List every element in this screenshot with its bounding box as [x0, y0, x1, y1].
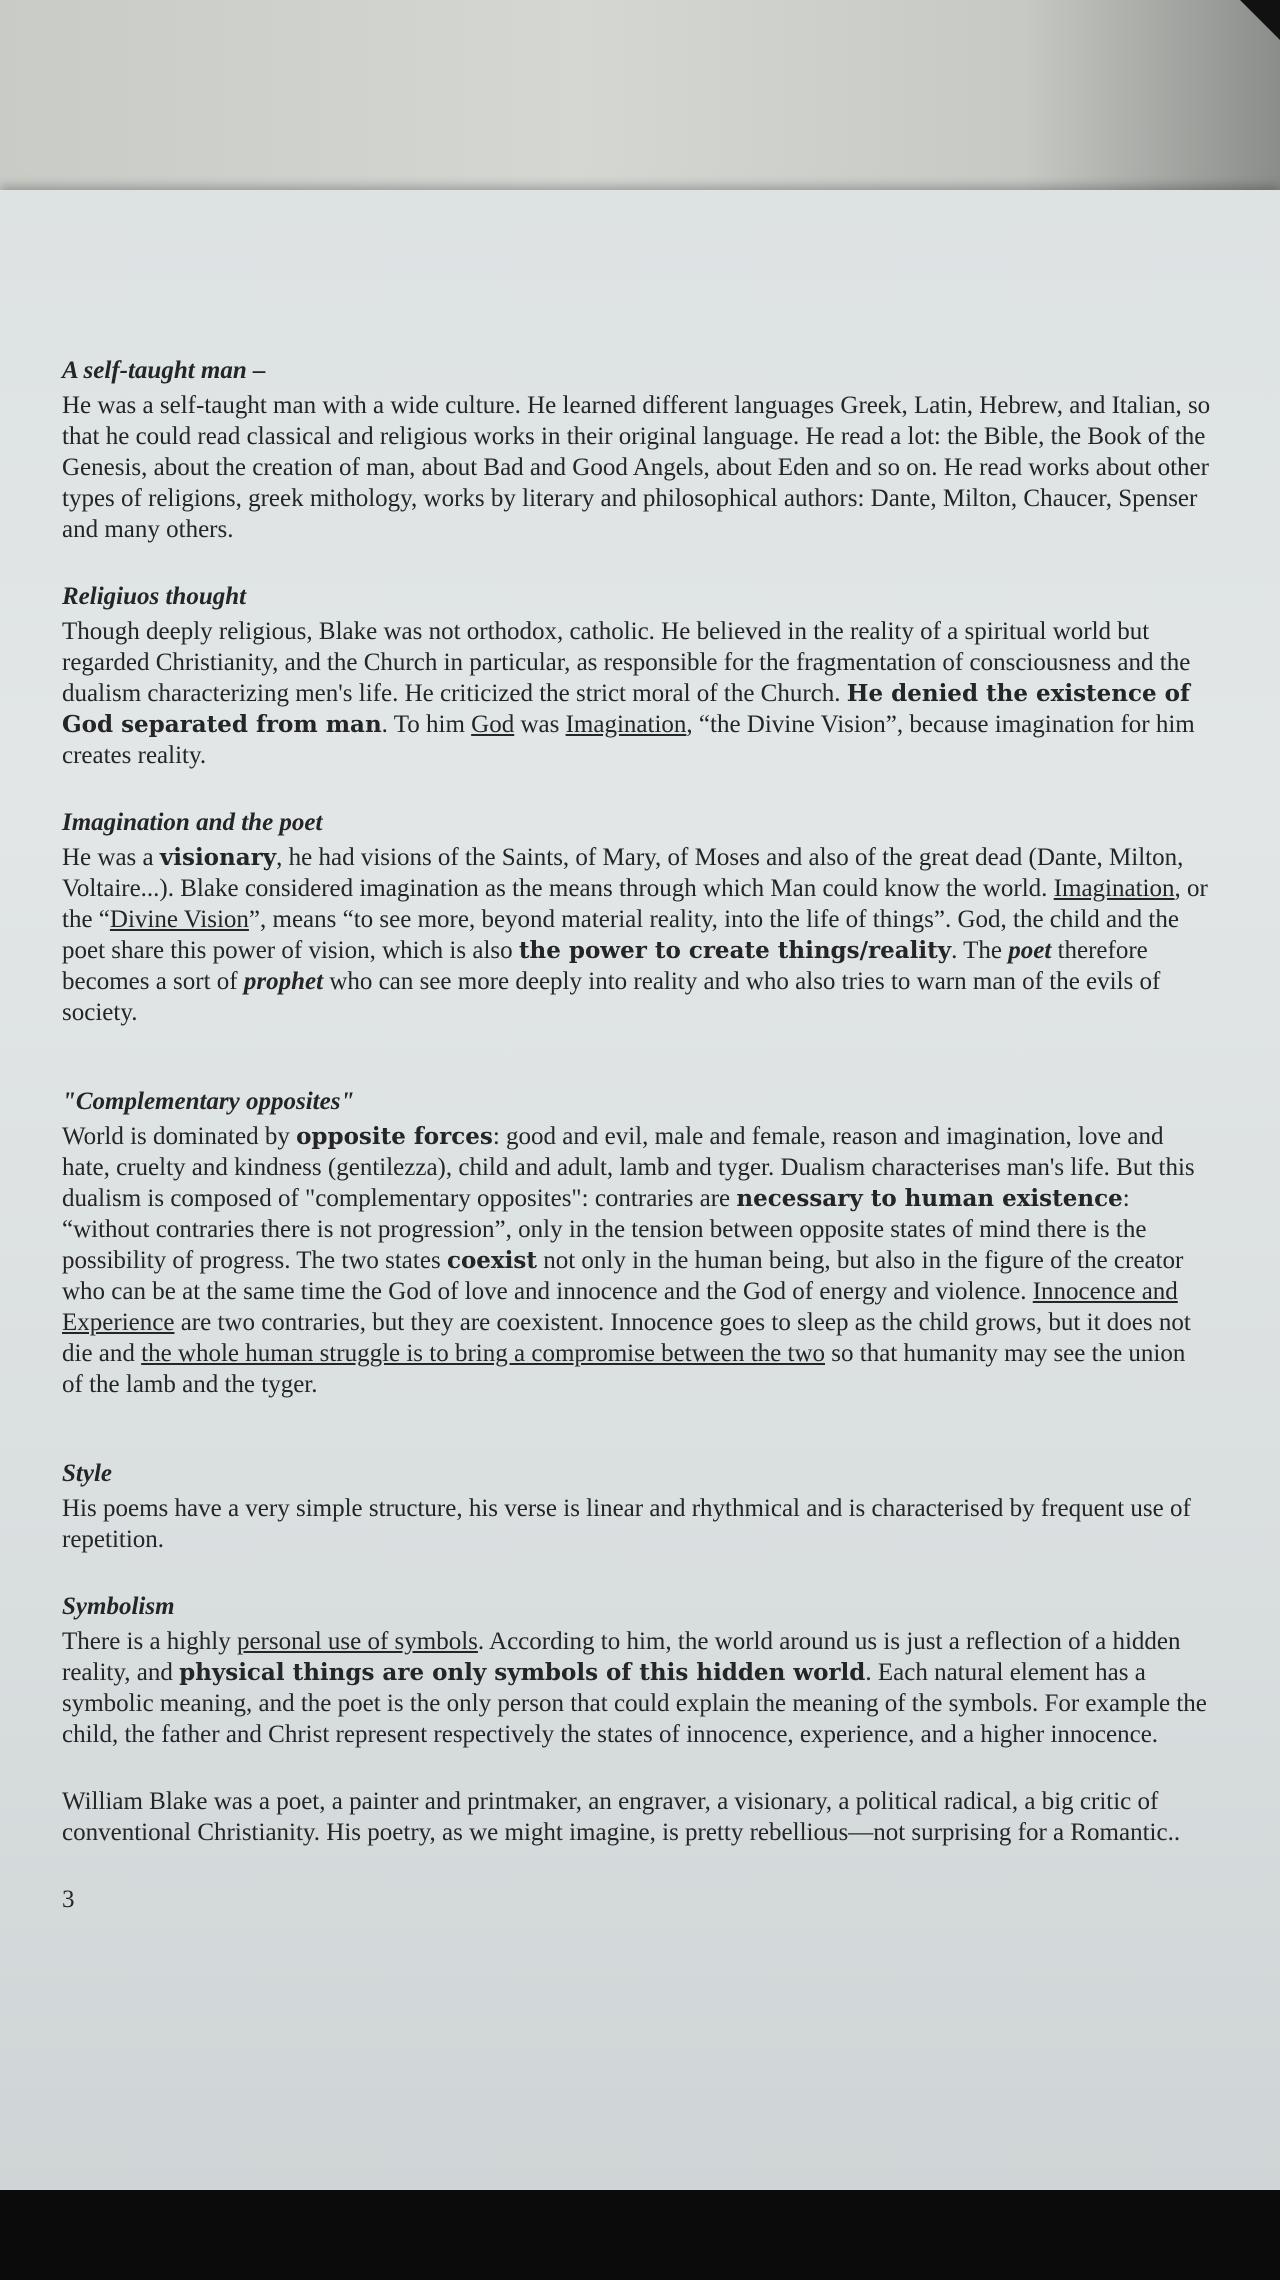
section-paragraph: [62, 842, 1212, 1028]
text-run: therefore becomes a sort of: [62, 937, 1148, 995]
text-run: not only in the human being, but also in the figure of the creator who can be at the same time the God of love and innocence and the God of energy and violence.: [62, 1247, 1184, 1305]
underlined-text: personal use of symbols: [236, 1628, 478, 1655]
underlined-text: God: [471, 711, 515, 738]
text-run: are two contraries, but they are coexistent. Innocence goes to sleep as the child grows, but it does not die and: [62, 1309, 1191, 1367]
text-run: ”, means “to see more, beyond material reality, into the life of things”. God, the child and the poet share this power of vision, which is also: [62, 906, 1179, 964]
section-heading: A self-taught man –: [62, 357, 266, 384]
text-run: was: [514, 711, 566, 738]
bold-text: opposite forces: [296, 1123, 493, 1150]
text-run: There is a highly: [62, 1628, 237, 1655]
closing-paragraph: William Blake was a poet, a painter and printmaker, an engraver, a visionary, a political radical, a big critic of conventional Christianity. His poetry, as we might imagine, is pretty rebellious—not surprising for a Romantic..: [62, 1788, 1181, 1846]
section-heading: Religiuos thought: [62, 583, 247, 610]
bold-text: physical things are only symbols of this hidden world: [179, 1659, 866, 1686]
section-heading: Style: [62, 1460, 112, 1487]
text-run: He was a: [62, 844, 160, 871]
section-paragraph: He was a self-taught man with a wide culture. He learned different languages Greek, Latin, Hebrew, and Italian, so that he could read classical and religious works in their original language. He read a lot: the Bible, the Book of the Genesis, about the creation of man, about Bad and Good Angels, about Eden and so on. He read works about other types of religions, greek mithology, works by literary and philosophical authors: Dante, Milton, Chaucer, Spenser and many others.: [62, 392, 1211, 543]
section-paragraph: [62, 616, 1212, 771]
text-run: . According to him, the world around us is just a reflection of a hidden reality, and: [62, 1628, 1181, 1686]
text-run: , he had visions of the Saints, of Mary, of Moses and also of the great dead (Dante, Milton, Voltaire...). Blake considered imagination as the means through which Man could know the world.: [62, 844, 1184, 902]
bold-text: visionary: [159, 844, 277, 871]
bold-text: coexist: [446, 1247, 537, 1274]
text-run: : good and evil, male and female, reason and imagination, love and hate, cruelty and kindness (gentilezza), child and adult, lamb and tyger. Dualism characterises man's life. But this dualism is composed of "complementary opposites": contraries are: [62, 1123, 1195, 1212]
underlined-text: Imagination: [1053, 875, 1175, 902]
text-run: . To him: [381, 711, 472, 738]
underlined-text: Divine Vision: [109, 906, 249, 933]
underlined-text: the whole human struggle is to bring a compromise between the two: [141, 1340, 826, 1367]
section-style: [62, 1458, 1212, 1555]
text-run: who can see more deeply into reality and who also tries to warn man of the evils of society.: [62, 968, 1161, 1026]
bold-text: necessary to human existence: [736, 1185, 1123, 1212]
text-run: : “without contraries there is not progression”, only in the tension between opposite states of mind there is the possibility of progress. The two states: [62, 1185, 1147, 1274]
corner-shadow: [1240, 0, 1280, 40]
text-run: World is dominated by: [62, 1123, 297, 1150]
section-symbolism: [62, 1591, 1212, 1750]
bold-italic-text: prophet: [243, 968, 324, 995]
section-self-taught: [62, 355, 1212, 545]
page-number: 3: [62, 1886, 75, 1913]
bold-text: He denied the existence of God separated from man: [62, 680, 1190, 738]
document-body: [62, 355, 1212, 1915]
background-surface: [0, 0, 1280, 210]
text-run: . The: [951, 937, 1009, 964]
underlined-text: Innocence and Experience: [62, 1278, 1178, 1336]
text-run: , or the “: [62, 875, 1208, 933]
section-religious-thought: [62, 581, 1212, 771]
section-paragraph: [62, 1121, 1212, 1400]
section-imagination-poet: [62, 807, 1212, 1028]
bold-italic-text: poet: [1008, 937, 1052, 964]
section-heading: "Complementary opposites": [62, 1088, 355, 1115]
section-complementary-opposites: [62, 1086, 1212, 1400]
section-paragraph: His poems have a very simple structure, his verse is linear and rhythmical and is characterised by frequent use of repetition.: [62, 1495, 1191, 1553]
underlined-text: Imagination: [565, 711, 687, 738]
bold-text: the power to create things/reality: [518, 937, 952, 964]
text-run: , “the Divine Vision”, because imagination for him creates reality.: [62, 711, 1195, 769]
text-run: . Each natural element has a symbolic meaning, and the poet is the only person that could explain the meaning of the symbols. For example the child, the father and Christ represent respectively the states of innocence, experience, and a higher innocence.: [62, 1659, 1207, 1748]
section-heading: Imagination and the poet: [62, 809, 323, 836]
bottom-shadow: [0, 2190, 1280, 2280]
text-run: Though deeply religious, Blake was not orthodox, catholic. He believed in the reality of a spiritual world but regarded Christianity, and the Church in particular, as responsible for the fragmentation of consciousness and the dualism characterizing men's life. He criticized the strict moral of the Church.: [62, 618, 1191, 707]
section-paragraph: [62, 1626, 1212, 1750]
section-heading: Symbolism: [62, 1593, 175, 1620]
section-closing: [62, 1786, 1212, 1848]
text-run: so that humanity may see the union of the lamb and the tyger.: [62, 1340, 1186, 1398]
